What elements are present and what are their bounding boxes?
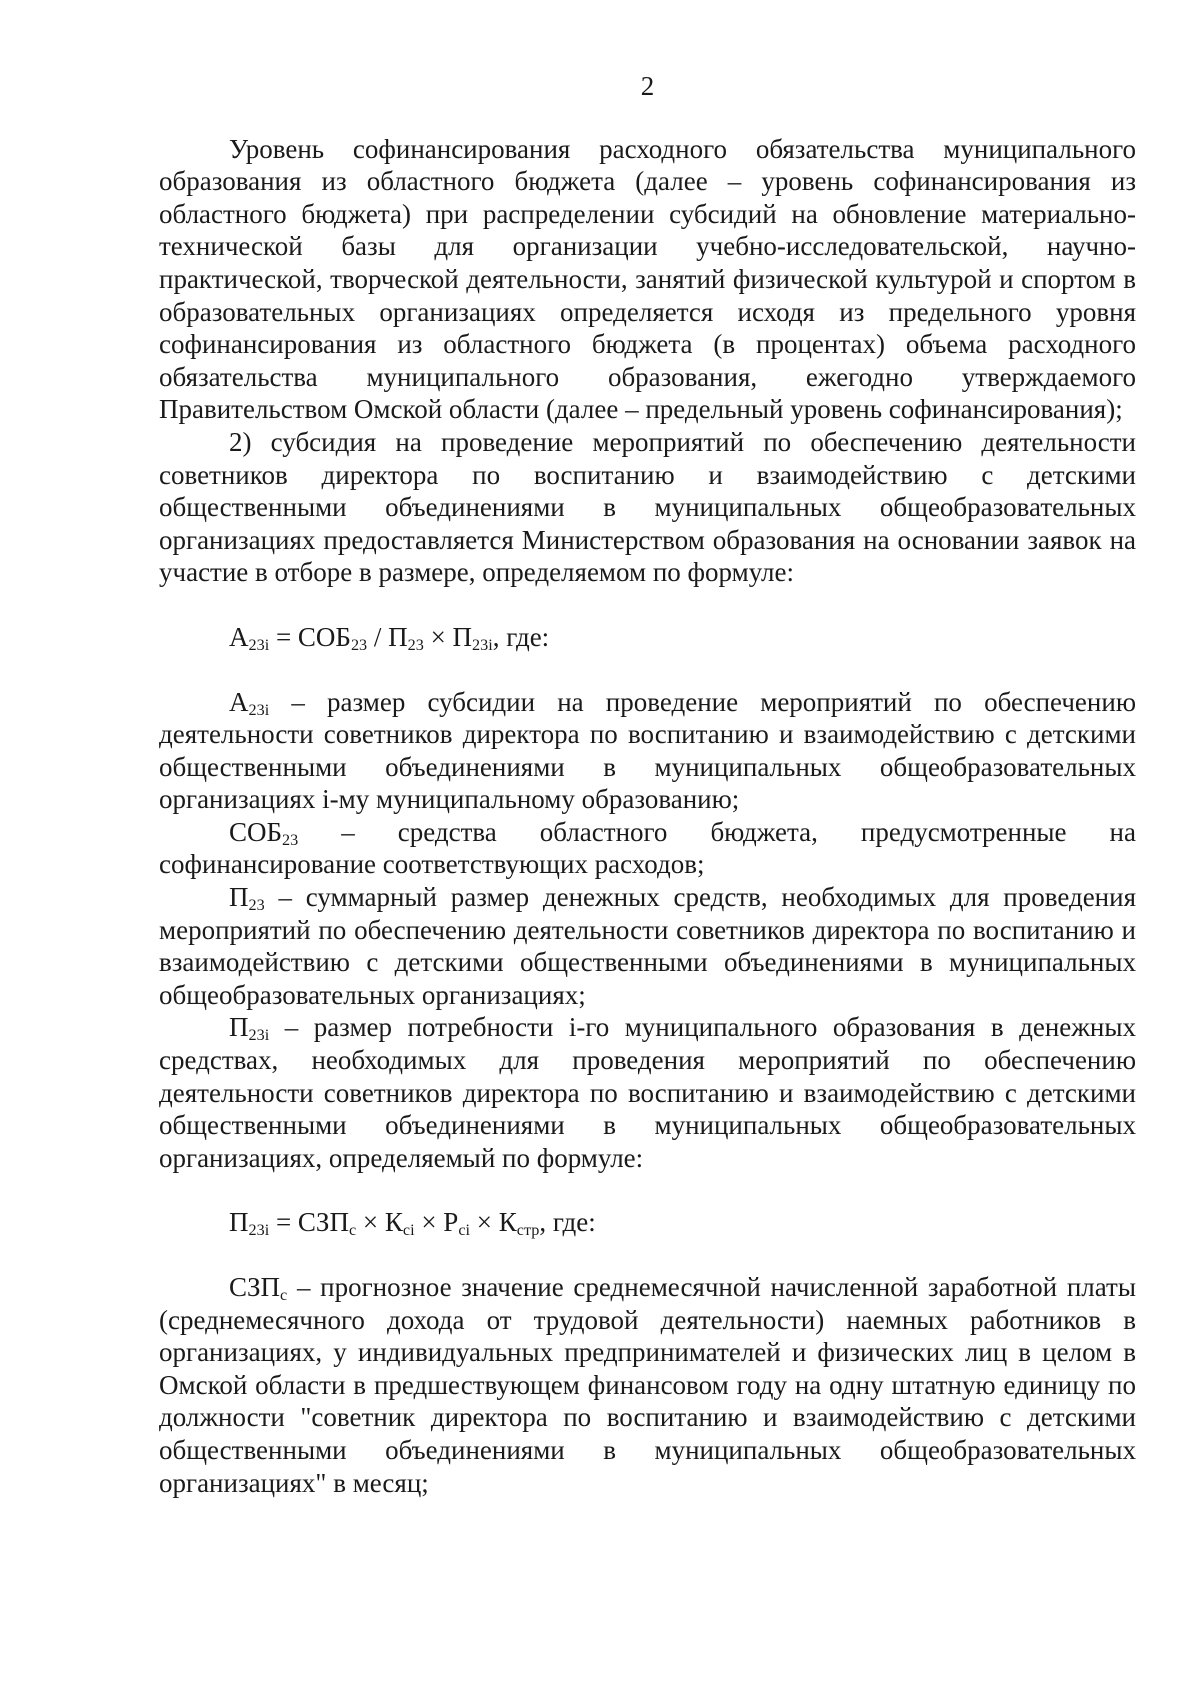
definition-sob23: $СОБ_{23}$ – средства областного бюджета, предусмотренные на софинансирование соответствующих расходов; — [159, 816, 1136, 880]
document-page — [159, 70, 1136, 1499]
formula-a23i: $А_{23i} = СОБ_{23} / П_{23} \times П_{23i}$, где: — [229, 621, 550, 654]
page-number: 2 — [640, 71, 655, 101]
definition-p23: $П_{23}$ – суммарный размер денежных средств, необходимых для проведения мероприятий по обеспечению деятельности советников директора по воспитанию и взаимодействию с детскими общественными объединениями в муниципальных общеобразовательных организациях; — [159, 882, 1136, 1010]
definition-a23i: $А_{23i}$ – размер субсидии на проведение мероприятий по обеспечению деятельности советников директора по воспитанию и взаимодействию с детскими общественными объединениями в муниципальных общеобразовательных организациях i-му муниципальному образованию; — [159, 686, 1136, 815]
definition-szpc: $СЗП_с$ – прогнозное значение среднемесячной начисленной заработной платы (среднемесячного дохода от трудовой деятельности) наемных работников в организациях, у индивидуальных предпринимателей и физических лиц в целом в Омской области в предшествующем финансовом году на одну штатную единицу по должности "советник директора по воспитанию и взаимодействию с детскими общественными объединениями в муниципальных общеобразовательных организациях" в месяц; — [159, 1272, 1136, 1498]
definition-p23i: $П_{23i}$ – размер потребности i-го муниципального образования в денежных средствах, необходимых для проведения мероприятий по обеспечению деятельности советников директора по воспитанию и взаимодействию с детскими общественными объединениями в муниципальных общеобразовательных организациях, определяемый по формуле: — [159, 1012, 1136, 1173]
formula-p23i: $П_{23i} = СЗП_с \times К_{сi} \times Р_{сi} \times К_{стр}$, где: — [229, 1207, 596, 1240]
paragraph-cofinancing-level: Уровень софинансирования расходного обязательства муниципального образования из областного бюджета (далее – уровень софинансирования из областного бюджета) при распределении субсидий на обновление материально-технической базы для организации учебно-исследовательской, научно-практической, творческой деятельности, занятий физической культурой и спортом в образовательных организациях определяется исходя из предельного уровня софинансирования из областного бюджета (в процентах) объема расходного обязательства муниципального образования, ежегодно утверждаемого Правительством Омской области (далее – предельный уровень софинансирования); — [159, 133, 1136, 425]
paragraph-subsidy-2: 2) субсидия на проведение мероприятий по обеспечению деятельности советников директора по воспитанию и взаимодействию с детскими общественными объединениями в муниципальных общеобразовательных организациях предоставляется Министерством образования на основании заявок на участие в отборе в размере, определяемом по формуле: — [159, 426, 1136, 588]
